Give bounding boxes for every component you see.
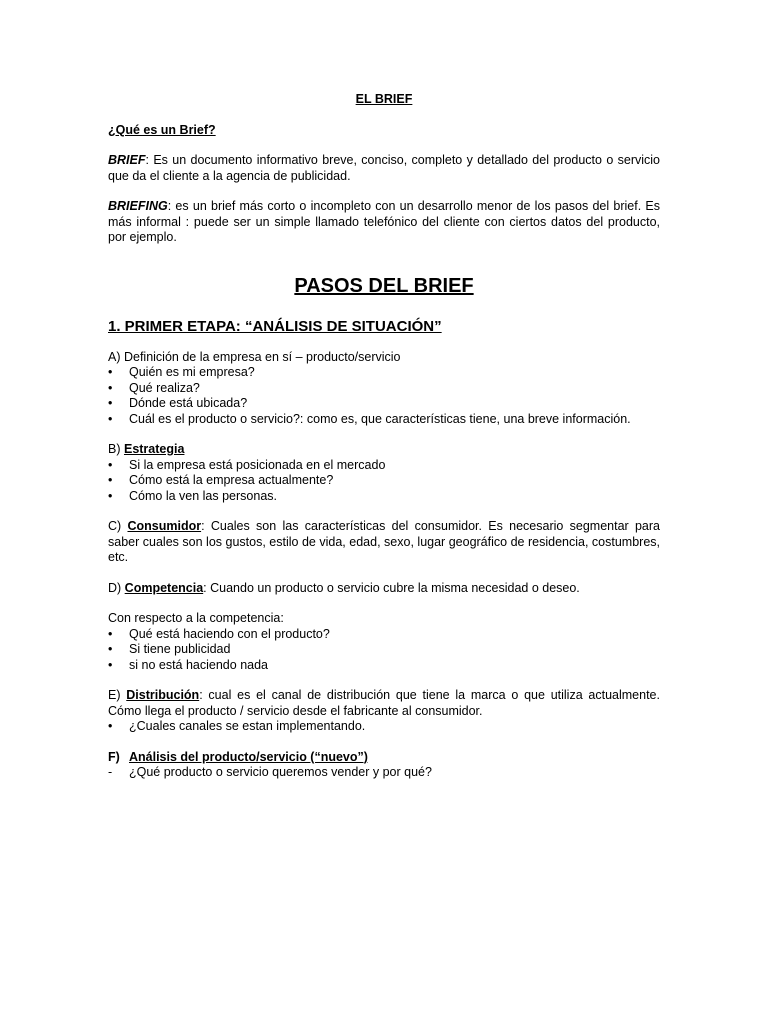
section-c-paragraph: [108, 519, 660, 566]
list-item: • Si la empresa está posicionada en el mercado: [108, 458, 660, 474]
main-heading: PASOS DEL BRIEF: [294, 274, 474, 297]
section-f-list: [108, 765, 660, 781]
section-f-prefix: F): [108, 749, 120, 764]
section-c-prefix: C): [108, 519, 128, 533]
briefing-definition-text: : es un brief más corto o incompleto con un desarrollo menor de los pasos del brief. Es más informal : puede ser un simple llamado telefónico del cliente con ciertos datos del producto, por ejemplo.: [108, 199, 660, 244]
list-item: • Cómo la ven las personas.: [108, 489, 660, 505]
brief-definition: [108, 153, 660, 184]
briefing-term: BRIEFING: [108, 199, 168, 213]
list-item: • si no está haciendo nada: [108, 658, 660, 674]
section-d-text: : Cuando un producto o servicio cubre la misma necesidad o deseo.: [203, 580, 580, 595]
section-c-term: Consumidor: [127, 519, 202, 533]
section-d-term: Competencia: [124, 580, 204, 595]
section-a-intro: A) Definición de la empresa en sí – producto/servicio: [108, 349, 401, 364]
list-item: • ¿Cuales canales se estan implementando.: [108, 719, 660, 735]
brief-term: BRIEF: [108, 153, 146, 167]
section-b-list: [108, 458, 660, 505]
list-item: • Cuál es el producto o servicio?: como es, que características tiene, una breve información.: [108, 412, 660, 428]
section-d-list: [108, 627, 660, 674]
section-d-prefix: D): [108, 580, 125, 595]
briefing-definition: [108, 199, 660, 246]
question-heading: ¿Qué es un Brief?: [108, 122, 216, 137]
section-c-text: : Cuales son las características del consumidor. Es necesario segmentar para saber cuales son los gustos, estilo de vida, edad, sexo, lugar geográfico de residencia, costumbres, etc.: [108, 519, 660, 564]
step1-heading: 1. PRIMER ETAPA: “ANÁLISIS DE SITUACIÓN”: [108, 317, 442, 335]
section-e-term: Distribución: [126, 688, 200, 702]
list-item: - ¿Qué producto o servicio queremos vender y por qué?: [108, 765, 660, 781]
list-item: • Dónde está ubicada?: [108, 396, 660, 412]
document-body: [108, 92, 660, 781]
list-item: • Qué está haciendo con el producto?: [108, 627, 660, 643]
document-title: EL BRIEF: [355, 92, 413, 106]
section-e-text: : cual es el canal de distribución que tiene la marca o que utiliza actualmente. Cómo llega el producto / servicio desde el fabricante al consumidor.: [108, 688, 660, 718]
brief-definition-text: : Es un documento informativo breve, conciso, completo y detallado del producto o servicio que da el cliente a la agencia de publicidad.: [108, 153, 660, 183]
list-item: • Quién es mi empresa?: [108, 365, 660, 381]
section-f-heading: [108, 750, 660, 766]
section-d-paragraph: [108, 581, 660, 597]
list-item: • Qué realiza?: [108, 381, 660, 397]
section-b-prefix: B): [108, 442, 124, 456]
section-b-term: Estrategia: [123, 442, 185, 456]
section-f-term: Análisis del producto/servicio (“nuevo”): [129, 749, 368, 764]
section-e-paragraph: [108, 688, 660, 719]
section-a-list: [108, 365, 660, 427]
list-item: • Cómo está la empresa actualmente?: [108, 473, 660, 489]
section-e-list: [108, 719, 660, 735]
list-item: • Si tiene publicidad: [108, 642, 660, 658]
section-d-sub-intro: Con respecto a la competencia:: [108, 611, 284, 625]
section-b-heading: [108, 442, 660, 458]
section-e-prefix: E): [108, 688, 127, 702]
